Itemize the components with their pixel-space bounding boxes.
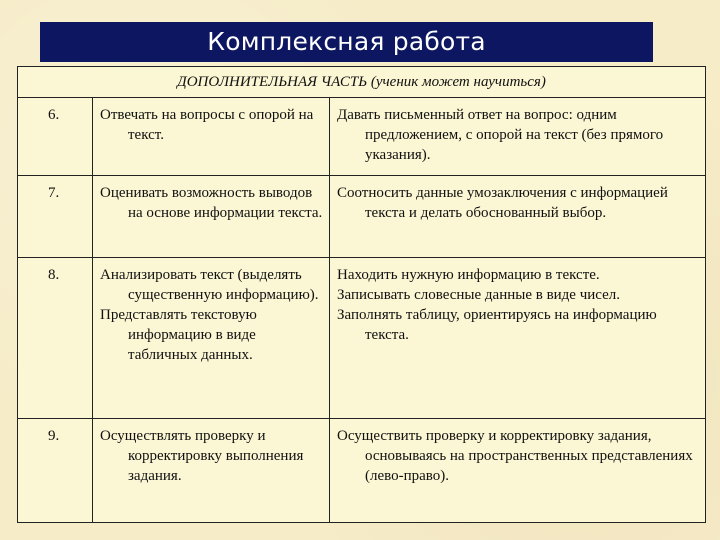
skill-cell — [93, 176, 330, 258]
table-header-row — [18, 67, 706, 98]
slide-title: Комплексная работа — [40, 22, 653, 62]
skill-cell — [93, 419, 330, 523]
task-text: Находить нужную информацию в тексте. — [337, 267, 600, 283]
task-cell — [330, 98, 706, 176]
table-header: ДОПОЛНИТЕЛЬНАЯ ЧАСТЬ (ученик может научиться) — [18, 67, 706, 98]
table-row — [18, 98, 706, 176]
row-number: 8. — [18, 258, 93, 419]
skill-cell — [93, 258, 330, 419]
table-row — [18, 258, 706, 419]
row-number: 7. — [18, 176, 93, 258]
skill-cell — [93, 98, 330, 176]
skill-text: Отвечать на вопросы с опорой на текст. — [100, 107, 314, 143]
task-cell — [330, 258, 706, 419]
skills-table — [17, 66, 706, 523]
task-text: Заполнять таблицу, ориентируясь на информацию текста. — [337, 307, 657, 343]
skill-text: Осуществлять проверку и корректировку выполнения задания. — [100, 428, 304, 484]
task-text: Записывать словесные данные в виде чисел. — [337, 287, 621, 303]
task-text: Соотносить данные умозаключения с информацией текста и делать обоснованный выбор. — [337, 185, 668, 221]
row-number: 6. — [18, 98, 93, 176]
table-row — [18, 419, 706, 523]
skill-text: Анализировать текст (выделять существенную информацию). — [100, 267, 319, 303]
skill-text: Представлять текстовую информацию в виде табличных данных. — [100, 307, 257, 363]
skill-text: Оценивать возможность выводов на основе информации текста. — [100, 185, 323, 221]
task-text: Осуществить проверку и корректировку задания, основываясь на пространственных представлениях (лево-право). — [337, 428, 693, 484]
row-number: 9. — [18, 419, 93, 523]
task-cell — [330, 419, 706, 523]
task-text: Давать письменный ответ на вопрос: одним предложением, с опорой на текст (без прямого указания). — [337, 107, 664, 163]
table-row — [18, 176, 706, 258]
task-cell — [330, 176, 706, 258]
skills-table-container — [17, 66, 705, 523]
